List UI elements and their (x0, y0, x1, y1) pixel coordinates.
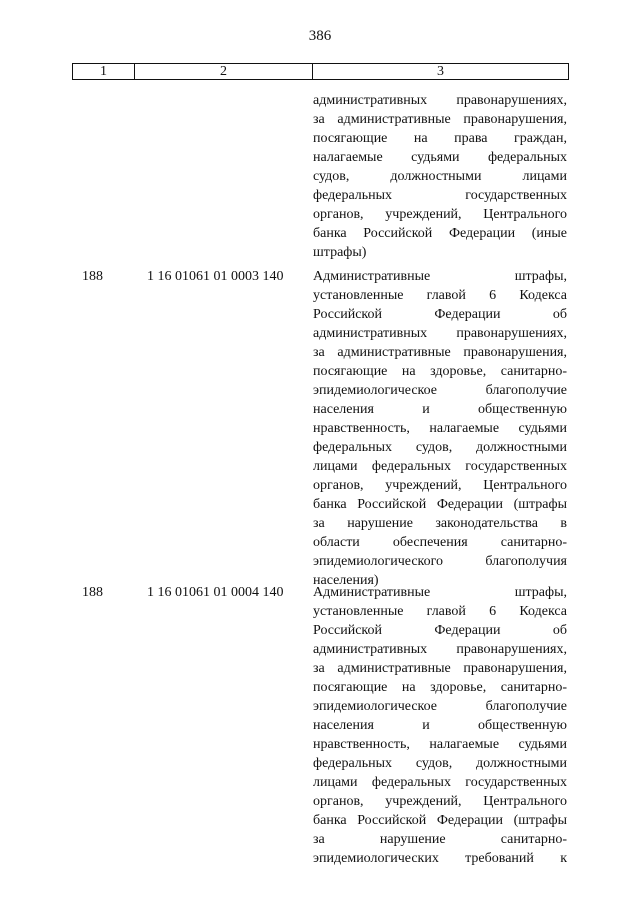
text-line: посягающие на здоровье, санитарно- (313, 364, 567, 379)
text-line: банка Российской Федерации (иные (313, 226, 567, 241)
text-line: федеральных государственных (313, 188, 567, 203)
text-line: Административные штрафы, (313, 585, 567, 600)
kbk-code-cell: 1 16 01061 01 0004 140 (147, 585, 284, 600)
text-line: нравственность, налагаемые судьями (313, 421, 567, 436)
column-header-3: 3 (313, 64, 569, 80)
text-line: лицами федеральных государственных (313, 459, 567, 474)
text-line: за административные правонарушения, (313, 112, 567, 127)
text-line: нравственность, налагаемые судьями (313, 737, 567, 752)
text-line: административных правонарушениях, (313, 642, 567, 657)
text-line: судов, должностными лицами (313, 169, 567, 184)
text-line: органов, учреждений, Центрального (313, 794, 567, 809)
page-number: 386 (308, 28, 332, 44)
admin-code-cell: 188 (82, 269, 103, 284)
text-line: административных правонарушениях, (313, 93, 567, 108)
text-line: эпидемиологическое благополучие (313, 383, 567, 398)
text-line: области обеспечения санитарно- (313, 535, 567, 550)
text-line: лицами федеральных государственных (313, 775, 567, 790)
text-line: установленные главой 6 Кодекса (313, 288, 567, 303)
text-line: за нарушение законодательства в (313, 516, 567, 531)
text-line: населения и общественную (313, 718, 567, 733)
text-line: федеральных судов, должностными (313, 440, 567, 455)
text-line: посягающие на здоровье, санитарно- (313, 680, 567, 695)
continuation-text (313, 91, 567, 262)
text-line: Административные штрафы, (313, 269, 567, 284)
text-line: налагаемые судьями федеральных (313, 150, 567, 165)
text-line: за административные правонарушения, (313, 661, 567, 676)
text-line: Российской Федерации об (313, 307, 567, 322)
text-line: эпидемиологических требований к (313, 851, 567, 866)
text-line: за нарушение санитарно- (313, 832, 567, 847)
text-line: населения и общественную (313, 402, 567, 417)
text-line: административных правонарушениях, (313, 326, 567, 341)
text-line: банка Российской Федерации (штрафы (313, 497, 567, 512)
text-line: за административные правонарушения, (313, 345, 567, 360)
admin-code-cell: 188 (82, 585, 103, 600)
text-line: федеральных судов, должностными (313, 756, 567, 771)
kbk-code-cell: 1 16 01061 01 0003 140 (147, 269, 284, 284)
text-line: посягающие на права граждан, (313, 131, 567, 146)
column-header-1: 1 (73, 64, 135, 80)
text-line: населения) (313, 573, 379, 588)
description-cell (313, 583, 567, 868)
text-line: установленные главой 6 Кодекса (313, 604, 567, 619)
text-line: органов, учреждений, Центрального (313, 478, 567, 493)
text-line: Российской Федерации об (313, 623, 567, 638)
text-line: органов, учреждений, Центрального (313, 207, 567, 222)
text-line: эпидемиологического благополучия (313, 554, 567, 569)
text-line: банка Российской Федерации (штрафы (313, 813, 567, 828)
description-cell (313, 267, 567, 590)
column-header-table (72, 63, 569, 80)
text-line: эпидемиологическое благополучие (313, 699, 567, 714)
text-line: штрафы) (313, 245, 367, 260)
column-header-2: 2 (135, 64, 313, 80)
